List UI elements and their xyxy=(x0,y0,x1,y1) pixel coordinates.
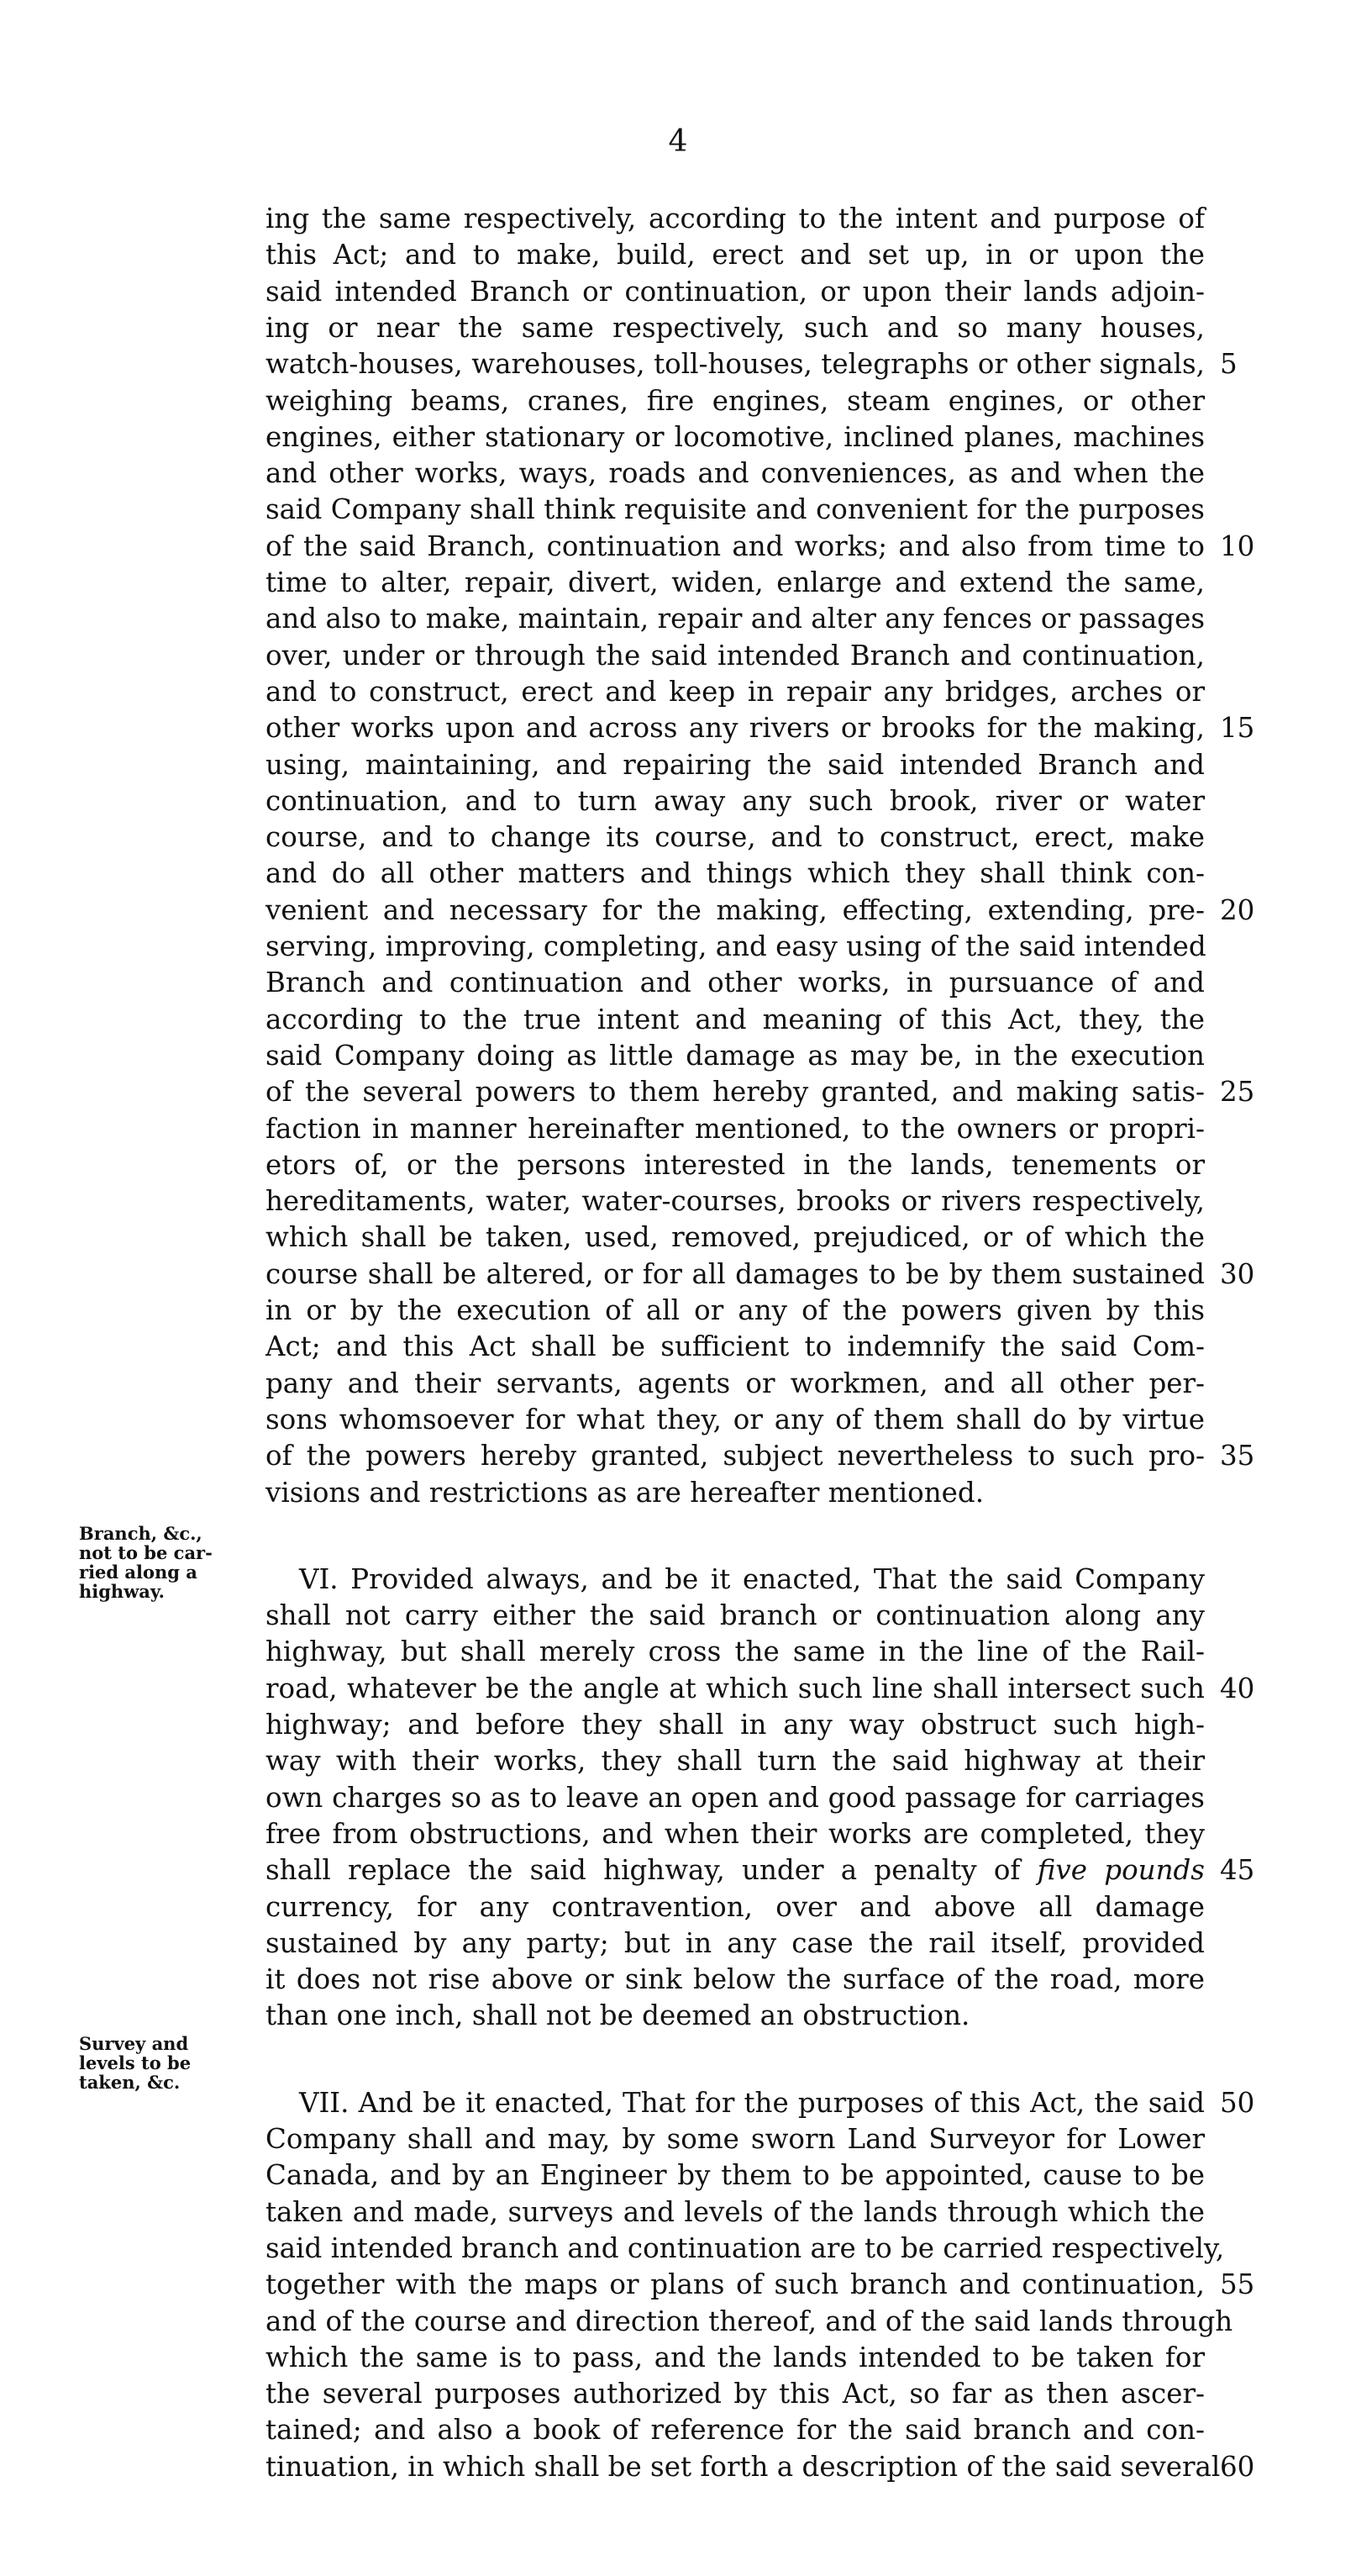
text-line: and to construct, erect and keep in repair any bridges, arches or xyxy=(265,675,1205,708)
line-number: 25 xyxy=(1220,1076,1255,1109)
text-line: pany and their servants, agents or workmen, and all other per- xyxy=(265,1367,1205,1399)
margin-note-line: not to be car- xyxy=(79,1542,213,1563)
text-line: faction in manner hereinafter mentioned, to the owners or propri- xyxy=(265,1112,1205,1145)
text-line: time to alter, repair, divert, widen, enlarge and extend the same, xyxy=(265,566,1205,598)
text-line: sons whomsoever for what they, or any of them shall do by virtue xyxy=(265,1403,1205,1436)
text-line: VI. Provided always, and be it enacted, That the said Company xyxy=(299,1562,1205,1595)
line-number: 45 xyxy=(1220,1854,1255,1887)
text-line: using, maintaining, and repairing the said intended Branch and xyxy=(265,748,1205,781)
line-number: 50 xyxy=(1220,2086,1255,2119)
text-line: shall not carry either the said branch or continuation along any xyxy=(265,1599,1205,1632)
text-line: said intended Branch or continuation, or upon their lands adjoin- xyxy=(265,275,1205,308)
text-line: according to the true intent and meaning of this Act, they, the xyxy=(265,1003,1205,1035)
text-line: continuation, and to turn away any such brook, river or water xyxy=(265,784,1205,817)
text-line: ing the same respectively, according to the intent and purpose of xyxy=(265,203,1205,234)
text-line: course, and to change its course, and to construct, erect, make xyxy=(265,821,1205,854)
text-line: it does not rise above or sink below the surface of the road, more xyxy=(265,1963,1205,1996)
text-line: of the powers hereby granted, subject nevertheless to such pro- xyxy=(265,1440,1205,1472)
text-line: the several purposes authorized by this Act, so far as then ascer- xyxy=(265,2378,1205,2410)
text-line: visions and restrictions as are hereafter mentioned. xyxy=(265,1476,985,1509)
text-line: in or by the execution of all or any of the powers given by this xyxy=(265,1294,1205,1326)
text-line: VII. And be it enacted, That for the purposes of this Act, the said xyxy=(299,2086,1205,2119)
text-line: own charges so as to leave an open and good passage for carriages xyxy=(265,1781,1205,1814)
text-line: together with the maps or plans of such branch and continuation, xyxy=(265,2268,1205,2301)
text-line: said intended branch and continuation are to be carried respectively, xyxy=(265,2231,1225,2264)
line-number: 15 xyxy=(1220,712,1255,745)
line-number: 60 xyxy=(1220,2450,1255,2483)
text-line: course shall be altered, or for all damages to be by them sustained xyxy=(265,1257,1205,1290)
text-line: tained; and also a book of reference for the said branch and con- xyxy=(265,2414,1205,2447)
text-line: venient and necessary for the making, effecting, extending, pre- xyxy=(265,893,1205,926)
text-line: Branch and continuation and other works, in pursuance of and xyxy=(265,967,1205,999)
text-line: watch-houses, warehouses, toll-houses, telegraphs or other signals, xyxy=(265,348,1205,381)
text-line: said Company doing as little damage as may be, in the execution xyxy=(265,1039,1205,1072)
text-line: Company shall and may, by some sworn Land Surveyor for Lower xyxy=(265,2123,1205,2155)
text-line: tinuation, in which shall be set forth a description of the said several xyxy=(265,2450,1221,2483)
text-line: ing or near the same respectively, such and so many houses, xyxy=(265,311,1205,344)
text-line: weighing beams, cranes, fire engines, steam engines, or other xyxy=(265,384,1205,417)
text-line: sustained by any party; but in any case the rail itself, provided xyxy=(265,1926,1205,1959)
text-line: of the said Branch, continuation and works; and also from time to xyxy=(265,529,1205,562)
text-line: which the same is to pass, and the lands intended to be taken for xyxy=(265,2341,1205,2373)
margin-note-line: levels to be xyxy=(79,2052,192,2073)
text-line: which shall be taken, used, removed, prejudiced, or of which the xyxy=(265,1221,1205,1254)
margin-note xyxy=(79,2034,255,2092)
text-line: currency, for any contravention, over and above all damage xyxy=(265,1890,1205,1923)
text-line: and do all other matters and things which they shall think con- xyxy=(265,857,1205,890)
text-line: highway, but shall merely cross the same in the line of the Rail- xyxy=(265,1636,1205,1668)
margin-note xyxy=(79,1524,255,1601)
line-number: 5 xyxy=(1220,348,1238,381)
line-number: 20 xyxy=(1220,893,1255,926)
line-number: 40 xyxy=(1220,1672,1255,1704)
text-line: other works upon and across any rivers or brooks for the making, xyxy=(265,712,1205,745)
text-line: taken and made, surveys and levels of the lands through which the xyxy=(265,2195,1205,2228)
line-number: 55 xyxy=(1220,2268,1255,2301)
text-line: road, whatever be the angle at which such line shall intersect such xyxy=(265,1672,1205,1704)
text-line: engines, either stationary or locomotive, inclined planes, machines xyxy=(265,420,1205,453)
text-line: and other works, ways, roads and conveniences, as and when the xyxy=(265,457,1205,490)
text-line: etors of, or the persons interested in the lands, tenements or xyxy=(265,1148,1205,1181)
text-line: highway; and before they shall in any way obstruct such high- xyxy=(265,1709,1205,1741)
text-line: said Company shall think requisite and convenient for the purposes xyxy=(265,493,1205,526)
margin-note-line: Branch, &c., xyxy=(79,1523,202,1544)
line-number: 10 xyxy=(1220,529,1255,562)
text-line: serving, improving, completing, and easy using of the said intended xyxy=(265,930,1206,962)
line-number: 35 xyxy=(1220,1440,1255,1472)
text-line: shall replace the said highway, under a penalty of five pounds xyxy=(265,1854,1205,1887)
text-line: and of the course and direction thereof, and of the said lands through xyxy=(265,2305,1233,2337)
text-line: hereditaments, water, water-courses, brooks or rivers respectively, xyxy=(265,1185,1205,1218)
text-line: over, under or through the said intended Branch and continuation, xyxy=(265,639,1205,672)
line-number: 30 xyxy=(1220,1257,1255,1290)
text-line: Act; and this Act shall be sufficient to indemnify the said Com- xyxy=(265,1330,1205,1363)
text-line: this Act; and to make, build, erect and set up, in or upon the xyxy=(265,239,1205,271)
margin-note-line: highway. xyxy=(79,1581,165,1602)
text-line: than one inch, shall not be deemed an obstruction. xyxy=(265,1999,970,2032)
text-line: free from obstructions, and when their works are completed, they xyxy=(265,1817,1205,1850)
page-number: 4 xyxy=(668,124,688,159)
text-line: Canada, and by an Engineer by them to be appointed, cause to be xyxy=(265,2159,1205,2192)
margin-note-line: taken, &c. xyxy=(79,2072,181,2093)
text-line: way with their works, they shall turn the said highway at their xyxy=(265,1745,1205,1778)
text-line: and also to make, maintain, repair and alter any fences or passages xyxy=(265,603,1205,635)
margin-note-line: Survey and xyxy=(79,2033,189,2054)
text-line: of the several powers to them hereby granted, and making satis- xyxy=(265,1076,1205,1109)
margin-note-line: ried along a xyxy=(79,1562,197,1583)
